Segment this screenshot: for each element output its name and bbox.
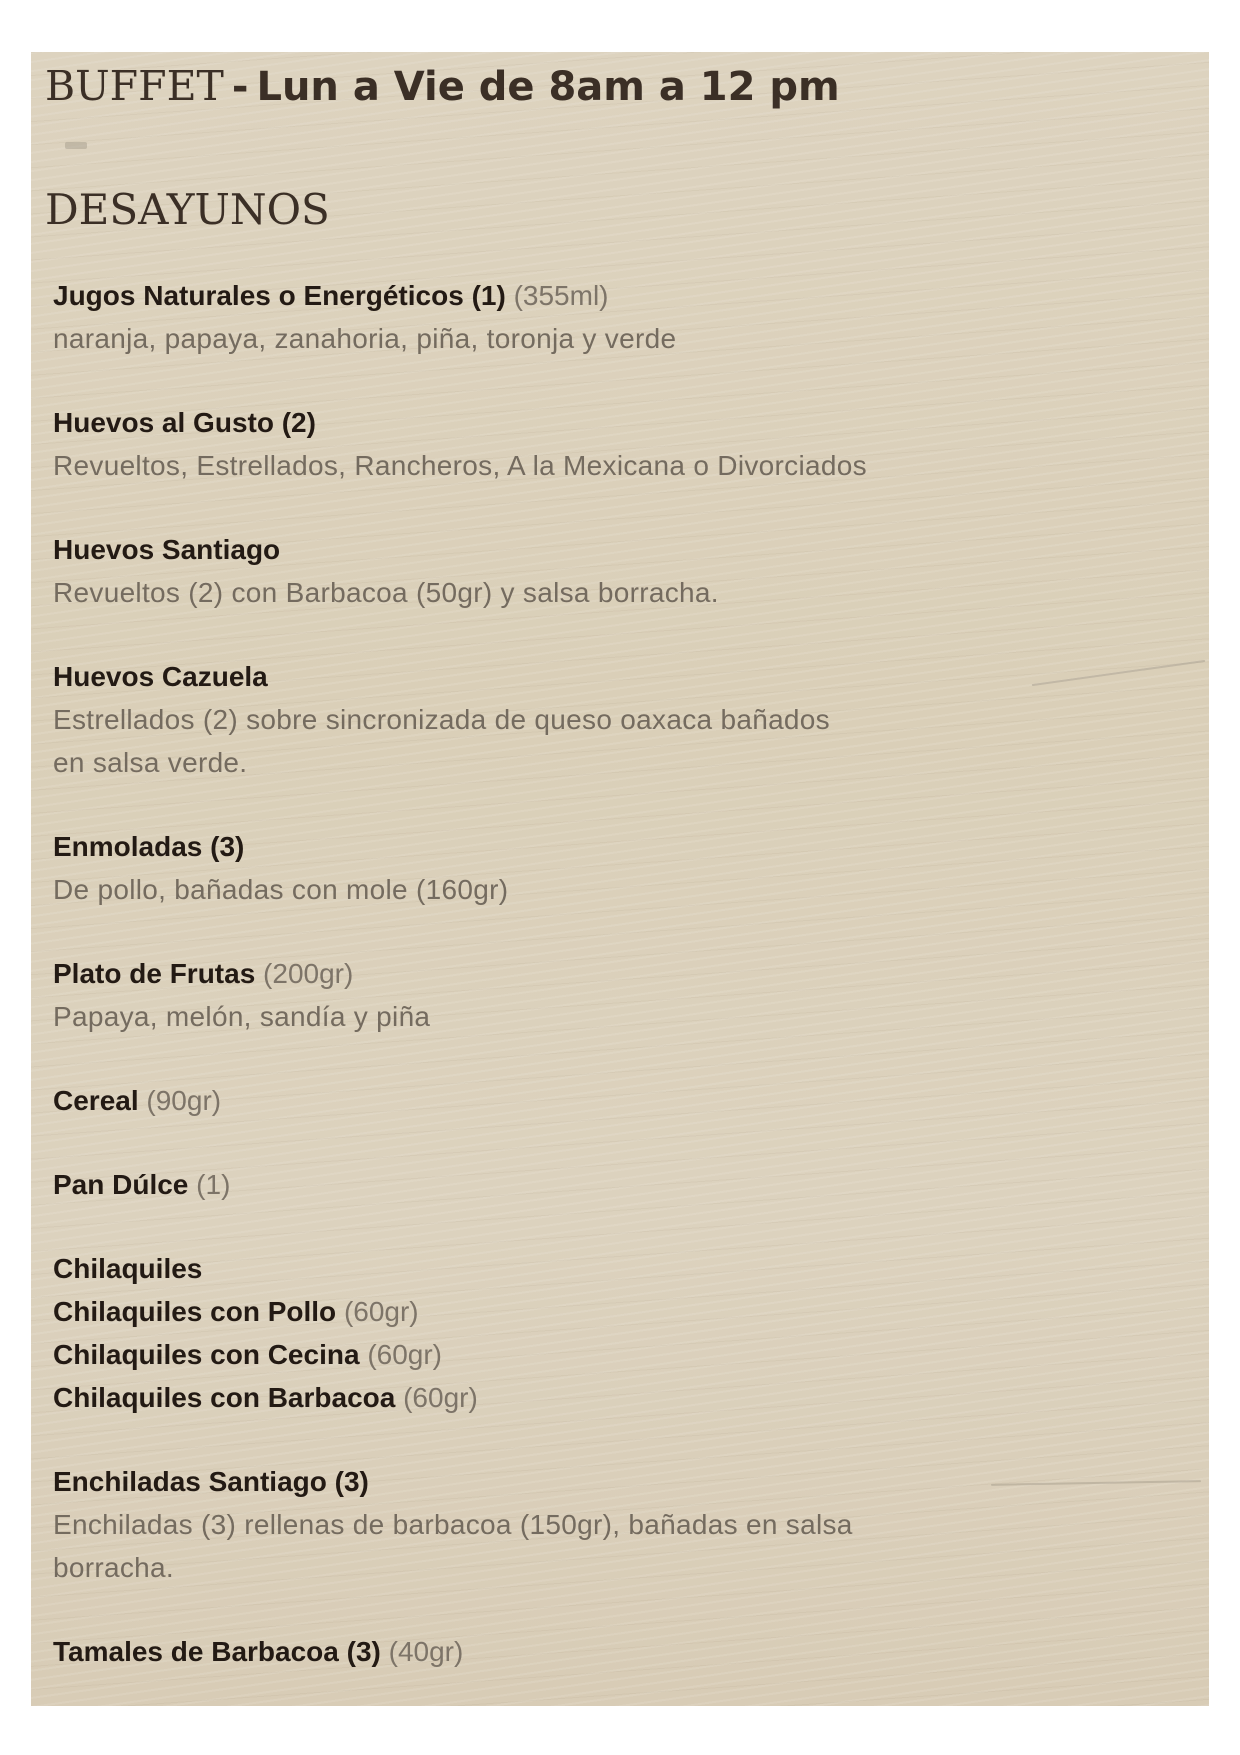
item-variant — [53, 1376, 1163, 1419]
variant-quantity: (60gr) — [343, 1296, 419, 1327]
item-variant — [53, 1333, 1163, 1376]
variant-name: Chilaquiles con Cecina — [53, 1339, 360, 1370]
menu-item — [53, 1460, 1163, 1589]
menu-items — [53, 274, 1163, 1714]
menu-card — [31, 52, 1209, 1706]
item-description-line: en salsa verde. — [53, 747, 248, 778]
item-description-line: borracha. — [53, 1552, 174, 1583]
buffet-title-dash: - — [231, 64, 249, 110]
menu-item — [53, 1163, 1163, 1206]
item-description: naranja, papaya, zanahoria, piña, toronja y verde — [53, 323, 677, 354]
section-title: DESAYUNOS — [45, 185, 330, 234]
item-name: Cereal — [53, 1085, 139, 1116]
variant-quantity: (60gr) — [367, 1339, 443, 1370]
item-name: Huevos al Gusto (2) — [53, 407, 316, 438]
menu-item — [53, 825, 1163, 911]
item-name: Huevos Cazuela — [53, 661, 268, 692]
menu-item — [53, 528, 1163, 614]
menu-item — [53, 1247, 1163, 1419]
item-name: Jugos Naturales o Energéticos (1) — [53, 280, 506, 311]
menu-item — [53, 655, 1163, 784]
menu-item — [53, 401, 1163, 487]
variant-quantity: (60gr) — [403, 1382, 478, 1413]
item-name: Enmoladas (3) — [53, 831, 245, 862]
variant-name: Chilaquiles con Pollo — [53, 1296, 337, 1327]
item-quantity: (90gr) — [146, 1085, 222, 1116]
buffet-hours: Lun a Vie de 8am a 12 pm — [256, 64, 840, 110]
item-variant — [53, 1290, 1163, 1333]
variant-name: Chilaquiles con Barbacoa — [53, 1382, 396, 1413]
buffet-title-main: BUFFET — [45, 62, 224, 110]
item-quantity: (200gr) — [263, 958, 354, 989]
item-description: De pollo, bañadas con mole (160gr) — [53, 874, 509, 905]
item-description-line: Estrellados (2) sobre sincronizada de queso oaxaca bañados — [53, 704, 830, 735]
item-name: Chilaquiles — [53, 1253, 203, 1284]
item-name: Enchiladas Santiago (3) — [53, 1466, 369, 1497]
wood-grain-line — [65, 142, 87, 149]
item-description-line: Enchiladas (3) rellenas de barbacoa (150gr), bañadas en salsa — [53, 1509, 853, 1540]
item-name: Plato de Frutas — [53, 958, 256, 989]
buffet-title — [45, 62, 840, 110]
item-name: Huevos Santiago — [53, 534, 281, 565]
menu-item — [53, 1079, 1163, 1122]
item-description: Papaya, melón, sandía y piña — [53, 1001, 431, 1032]
item-name: Tamales de Barbacoa (3) — [53, 1636, 381, 1667]
item-name: Pan Dúlce — [53, 1169, 189, 1200]
menu-item — [53, 1630, 1163, 1673]
item-description: Revueltos (2) con Barbacoa (50gr) y salsa borracha. — [53, 577, 719, 608]
item-quantity: (355ml) — [513, 280, 609, 311]
menu-item — [53, 952, 1163, 1038]
item-quantity: (1) — [196, 1169, 231, 1200]
item-quantity: (40gr) — [388, 1636, 464, 1667]
menu-item — [53, 274, 1163, 360]
item-description: Revueltos, Estrellados, Rancheros, A la Mexicana o Divorciados — [53, 450, 867, 481]
